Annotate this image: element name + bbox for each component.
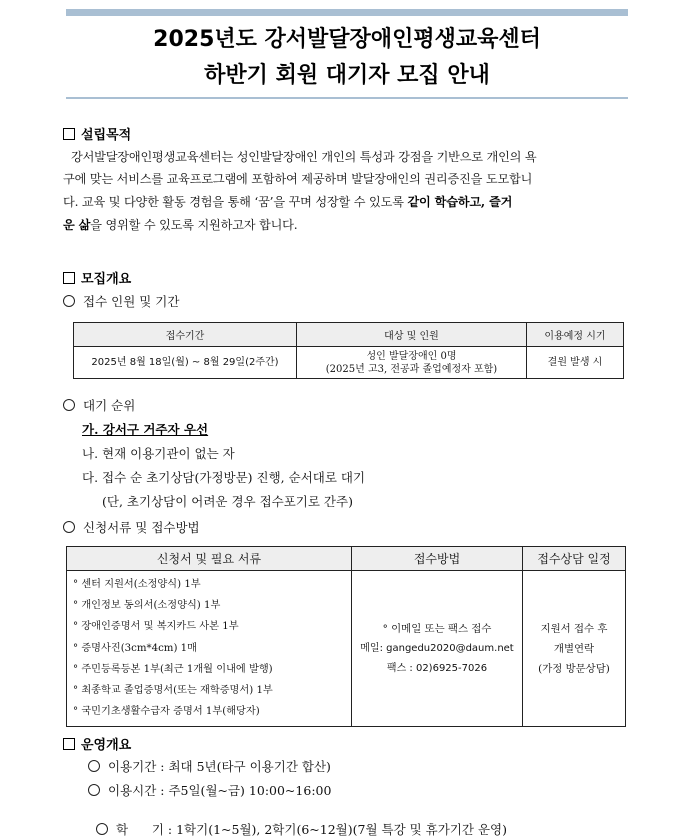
consult-line2: 개별연락: [553, 642, 595, 655]
document-item: ° 개인정보 동의서(소정양식) 1부: [73, 600, 221, 612]
table-row: [67, 571, 626, 727]
cell-schedule: 결원 발생 시: [527, 347, 624, 379]
rank-item-3-note: (단, 초기상담이 어려운 경우 접수포기로 간주): [102, 494, 353, 509]
period-text: 2025년 8월 18일(월) ~ 8월 29일(2주간): [91, 357, 279, 368]
page-title-line1: 2025년도 강서발달장애인평생교육센터: [153, 27, 541, 52]
cell-period: [74, 347, 297, 379]
consult-line1: 지원서 접수 후: [540, 622, 608, 635]
purpose-line2: 구에 맞는 서비스를 교육프로그램에 포함하여 제공하며 발달장애인의 권리증진을 도모합니: [63, 172, 533, 186]
purpose-line4-bold: 운 삶: [63, 218, 91, 232]
circle-bullet-icon: [88, 784, 100, 796]
consult-line3: (가정 방문상담): [538, 662, 610, 675]
method-fax: 팩스 : 02)6925-7026: [386, 662, 488, 674]
header-schedule: 이용예정 시기: [527, 323, 624, 347]
section-purpose-label: 설립목적: [81, 128, 132, 143]
operation-item-1: [88, 757, 331, 775]
subsection-period: [63, 292, 179, 310]
purpose-line1: 강서발달장애인평생교육센터는 성인발달장애인 개인의 특성과 강점을 기반으로 개인의 욕: [71, 150, 537, 164]
circle-bullet-icon: [63, 399, 75, 411]
square-bullet-icon: [63, 128, 75, 140]
cell-target: [297, 347, 527, 379]
section-operation-heading: [63, 734, 131, 753]
section-purpose-heading: [63, 124, 131, 143]
header-period: 접수기간: [74, 323, 297, 347]
target-line1: 성인 발달장애인 0명: [366, 350, 457, 362]
header-target: 대상 및 인원: [297, 323, 527, 347]
header-consult: 접수상담 일정: [523, 547, 626, 571]
operation-item-3-text: 학 기 : 1학기(1~5월), 2학기(6~12월)(7월 특강 및 휴가기간 운영): [115, 822, 507, 837]
table-header-row: [74, 323, 624, 347]
rank-item-1: 가. 강서구 거주자 우선: [82, 422, 209, 437]
document-item: ° 주민등록등본 1부(최근 1개월 이내에 발행): [73, 663, 273, 675]
target-line2: (2025년 고3, 전공과 졸업예정자 포함): [325, 363, 498, 375]
title-top-bar: [66, 9, 628, 16]
subsection-rank-label: 대기 순위: [83, 398, 136, 413]
header-method: 접수방법: [352, 547, 523, 571]
section-overview-label: 모집개요: [81, 272, 132, 287]
operation-item-2: [88, 781, 331, 799]
circle-bullet-icon: [88, 760, 100, 772]
document-item: ° 센터 지원서(소정양식) 1부: [73, 579, 201, 590]
purpose-line4-text: 을 영위할 수 있도록 지원하고자 합니다.: [90, 218, 298, 232]
table-header-row: [67, 547, 626, 571]
section-overview-heading: [63, 268, 131, 287]
operation-item-3: [88, 805, 507, 838]
purpose-line3-text: 다. 교육 및 다양한 활동 경험을 통해 ‘꿈’을 꾸며 성장할 수 있도록: [63, 195, 408, 209]
method-line1: ° 이메일 또는 팩스 접수: [382, 622, 492, 635]
documents-table: [66, 546, 626, 727]
rank-item-2: 나. 현재 이용기관이 없는 자: [82, 446, 235, 461]
subsection-documents: [63, 518, 200, 536]
document-item: ° 증명사진(3cm*4cm) 1매: [73, 642, 197, 654]
page-title-line2: 하반기 회원 대기자 모집 안내: [204, 63, 490, 88]
square-bullet-icon: [63, 738, 75, 750]
cell-consult: [523, 571, 626, 727]
title-bottom-bar: [66, 97, 628, 99]
table-row: [74, 347, 624, 379]
circle-bullet-icon: [96, 823, 108, 835]
square-bullet-icon: [63, 272, 75, 284]
operation-item-2-text: 이용시간 : 주5일(월~금) 10:00~16:00: [108, 783, 332, 798]
circle-bullet-icon: [63, 295, 75, 307]
document-item: ° 장애인증명서 및 복지카드 사본 1부: [73, 621, 239, 633]
method-email: 메일: gangedu2020@daum.net: [360, 642, 514, 654]
section-operation-label: 운영개요: [81, 738, 132, 753]
circle-bullet-icon: [63, 521, 75, 533]
subsection-documents-label: 신청서류 및 접수방법: [83, 520, 200, 535]
cell-documents: [67, 571, 352, 727]
purpose-line4: [63, 214, 629, 237]
recruit-period-table: [73, 322, 624, 379]
operation-item-1-text: 이용기간 : 최대 5년(타구 이용기간 합산): [108, 759, 331, 774]
cell-method: [352, 571, 523, 727]
document-item: ° 국민기초생활수급자 증명서 1부(해당자): [73, 706, 260, 718]
subsection-rank: [63, 396, 135, 414]
purpose-line3-bold: 같이 학습하고, 즐거: [407, 195, 513, 209]
document-item: ° 최종학교 졸업증명서(또는 재학증명서) 1부: [73, 684, 273, 696]
header-documents: 신청서 및 필요 서류: [67, 547, 352, 571]
rank-item-3: 다. 접수 순 초기상담(가정방문) 진행, 순서대로 대기: [82, 470, 366, 485]
purpose-line3: [63, 191, 629, 214]
subsection-period-label: 접수 인원 및 기간: [83, 294, 180, 309]
